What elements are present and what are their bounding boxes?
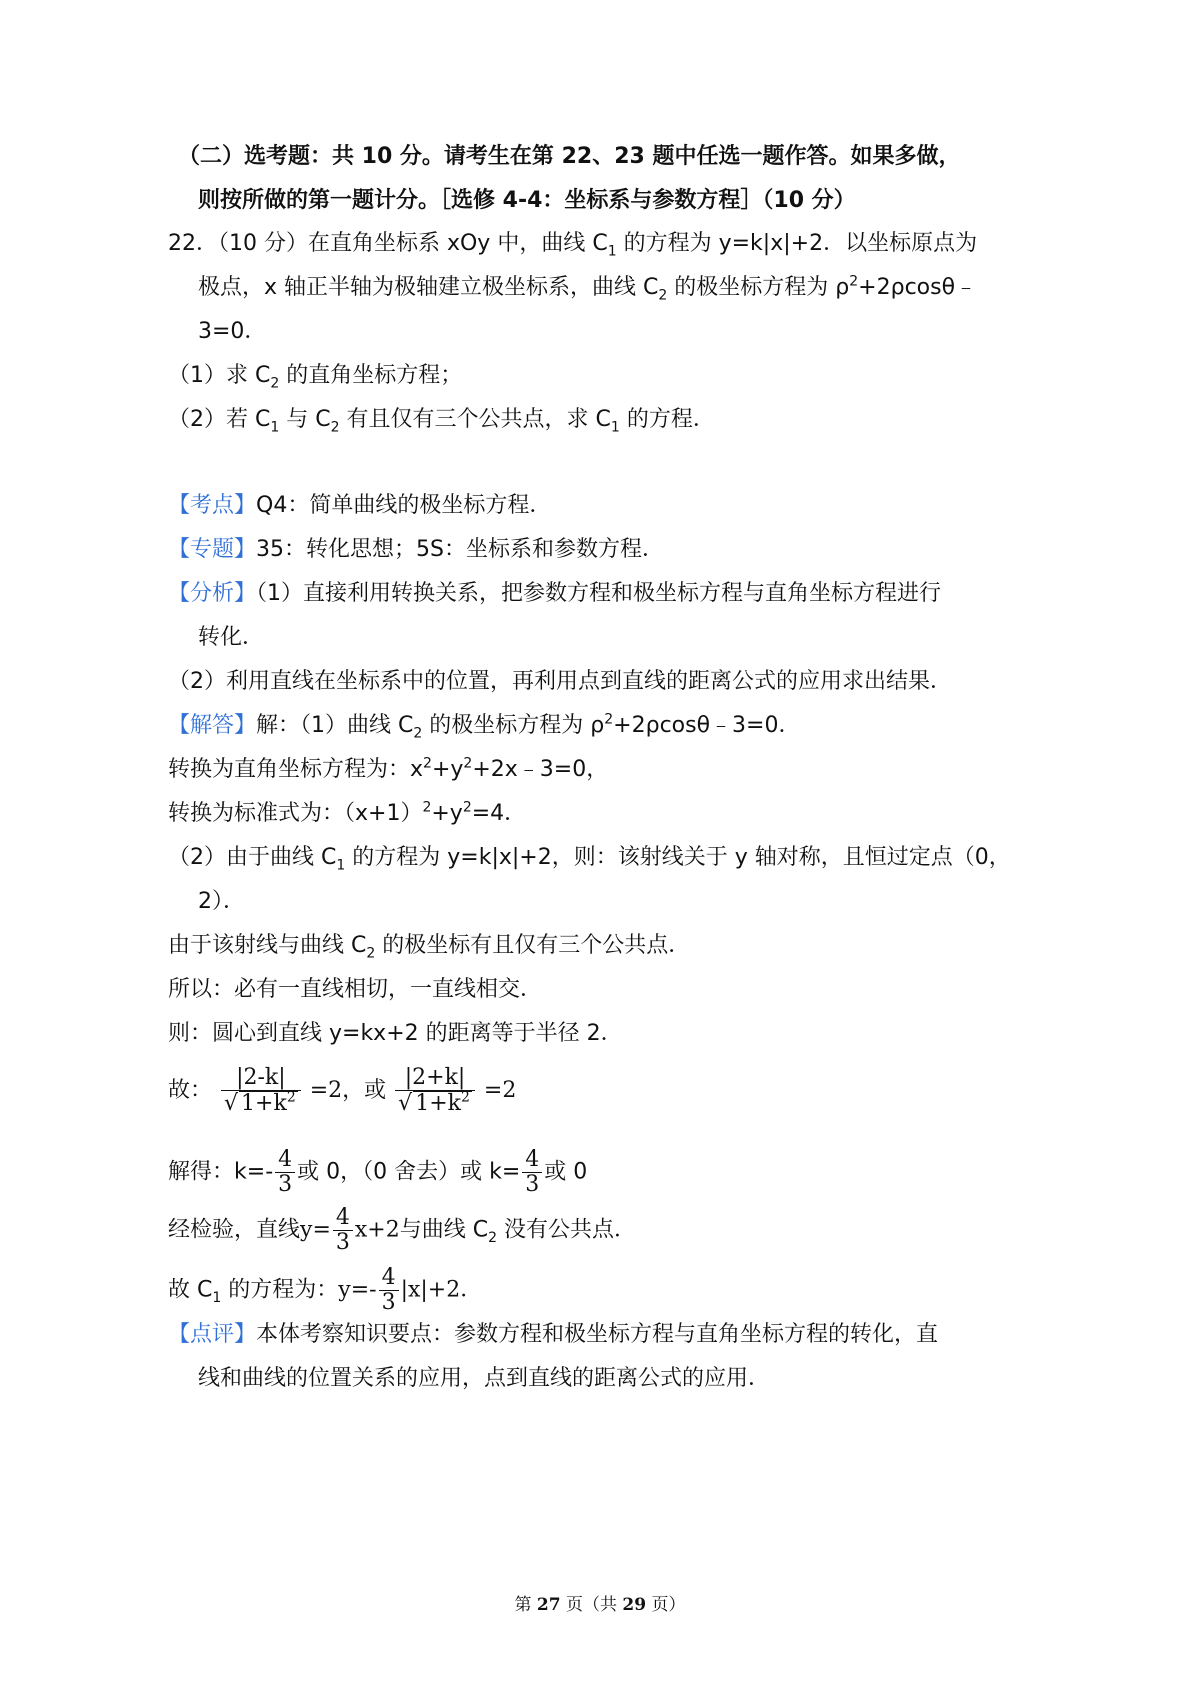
jieda-line-8: 则：圆心到直线 y=kx+2 的距离等于半径 2． — [168, 1021, 623, 1046]
subscript: 2 — [366, 945, 376, 962]
jieda-tag: 【解答】 — [168, 713, 257, 738]
text: 解：（1）曲线 C — [256, 713, 414, 738]
text: =2，或 — [309, 1078, 387, 1103]
fenxi-line-2: 转化． — [198, 625, 265, 650]
text: 由于该射线与曲线 C — [168, 933, 367, 958]
jieda-line-7: 所以：必有一直线相切，一直线相交． — [168, 977, 543, 1002]
question-1 — [168, 361, 462, 391]
superscript: 2 — [423, 755, 432, 772]
text: +2ρcosθ﹣ — [858, 275, 978, 300]
superscript: 2 — [604, 711, 614, 728]
page-number: 27 — [536, 1595, 561, 1615]
fraction-four-thirds — [379, 1266, 399, 1315]
text: 故 C — [168, 1277, 213, 1303]
text: 与曲线 C — [399, 1217, 489, 1243]
superscript: 2 — [422, 799, 432, 816]
subscript: 1 — [336, 857, 346, 874]
superscript: 2 — [463, 755, 473, 772]
text: 的极坐标有且仅有三个公共点． — [375, 933, 691, 958]
jieda-line-6 — [168, 931, 690, 961]
fraction-four-thirds — [522, 1148, 542, 1197]
dianping-tag: 【点评】 — [168, 1322, 257, 1347]
fraction-four-thirds — [275, 1148, 295, 1197]
subscript: 2 — [658, 287, 668, 304]
fraction-denominator: √ $1+k^2$ — [395, 1090, 475, 1116]
superscript: 2 — [460, 1089, 470, 1106]
fraction-numerator: 4 — [381, 1265, 396, 1290]
text: 解得：k= — [168, 1159, 266, 1185]
section-heading-line-2: 则按所做的第一题计分。［选修 4-4：坐标系与参数方程］（10 分） — [198, 188, 856, 213]
text: Q4：简单曲线的极坐标方程． — [256, 493, 552, 518]
text: 页） — [646, 1595, 686, 1615]
text: 转换为直角坐标方程为：x — [168, 757, 424, 782]
text: ． — [460, 1277, 483, 1303]
sqrt-radicand — [239, 1091, 298, 1116]
fraction-1 — [221, 1066, 301, 1116]
text: 1+k — [415, 1091, 461, 1116]
question-2 — [168, 405, 715, 435]
text: =2 — [483, 1078, 517, 1103]
fraction-denominator: √ $1+k^2$ — [221, 1090, 301, 1116]
superscript: 2 — [462, 799, 472, 816]
solution-line — [168, 1148, 587, 1197]
fraction-denominator: 3 — [333, 1230, 353, 1255]
text: +y — [431, 801, 463, 826]
dianping-line-2: 线和曲线的位置关系的应用，点到直线的距离公式的应用． — [198, 1366, 771, 1391]
total-pages: 29 — [622, 1595, 647, 1615]
text: 有且仅有三个公共点，求 C — [339, 407, 611, 432]
fraction-denominator: 3 — [379, 1290, 399, 1315]
subscript: 2 — [270, 375, 280, 392]
fenxi-tag: 【分析】 — [168, 581, 257, 606]
subscript: 1 — [607, 243, 617, 260]
text: 的极坐标方程为 ρ — [422, 713, 605, 738]
text: 的极坐标方程为 ρ — [667, 275, 850, 300]
superscript: 2 — [849, 273, 859, 290]
subscript: 2 — [330, 419, 340, 436]
fraction-numerator: |2+k| — [404, 1065, 466, 1090]
subscript: 2 — [413, 725, 423, 742]
text: 的方程为： — [221, 1277, 339, 1303]
text: +y — [431, 757, 464, 782]
jieda-line-5: 2）． — [198, 889, 245, 914]
sqrt-radicand — [413, 1091, 472, 1116]
jieda-line-4 — [168, 843, 1011, 873]
kaodian-tag: 【考点】 — [168, 493, 257, 518]
text: （2）若 C — [168, 407, 271, 432]
text: （2）由于曲线 C — [168, 845, 337, 870]
text: 22．（10 分）在直角坐标系 xOy 中，曲线 C — [168, 231, 608, 256]
text: 1+k — [241, 1091, 287, 1116]
text: 故： — [168, 1078, 213, 1103]
text: 经检验，直线 — [168, 1217, 301, 1243]
fenxi-line-1 — [168, 579, 941, 609]
jieda-line-3 — [168, 799, 526, 829]
subscript: 1 — [610, 419, 620, 436]
subscript: 2 — [488, 1229, 498, 1246]
text: 第 — [514, 1595, 537, 1615]
jieda-line-2 — [168, 755, 608, 785]
text: x+2 — [354, 1217, 400, 1243]
text: 没有公共点． — [497, 1217, 637, 1243]
text: 本体考察知识要点：参数方程和极坐标方程与直角坐标方程的转化，直 — [256, 1322, 939, 1347]
zhuanti-line — [168, 535, 664, 565]
text: 35：转化思想；5S：坐标系和参数方程． — [256, 537, 664, 562]
text: 页（共 — [560, 1595, 623, 1615]
final-answer-line — [168, 1266, 482, 1315]
text: =4． — [471, 801, 527, 826]
dianping-line-1 — [168, 1320, 938, 1350]
minus-sign: - — [265, 1159, 274, 1185]
text: y= — [300, 1217, 331, 1243]
text: |x|+2 — [400, 1277, 461, 1303]
fraction-2 — [395, 1066, 475, 1116]
jieda-line-1 — [168, 711, 800, 741]
fraction-numerator: |2-k| — [236, 1065, 286, 1090]
text: 转换为标准式为：（x+1） — [168, 801, 423, 826]
text: 极点，x 轴正半轴为极轴建立极坐标系，曲线 C — [198, 275, 659, 300]
fraction-denominator: 3 — [275, 1172, 295, 1197]
text: 或 0 — [544, 1159, 588, 1185]
text: 与 C — [279, 407, 331, 432]
problem-line-1 — [168, 229, 977, 259]
problem-line-2 — [198, 273, 977, 303]
text: 的方程． — [619, 407, 715, 432]
text: 或 0，（0 舍去）或 k= — [297, 1159, 521, 1185]
fraction-numerator: 4 — [335, 1205, 350, 1230]
text: +2x﹣3=0， — [472, 757, 609, 782]
subscript: 1 — [212, 1289, 222, 1306]
problem-line-3: 3=0． — [198, 319, 267, 344]
superscript: 2 — [286, 1089, 296, 1106]
distance-equation-line — [168, 1066, 516, 1116]
text: 的方程为 y=k|x|+2，则：该射线关于 y 轴对称，且恒过定点（0， — [345, 845, 1011, 870]
zhuanti-tag: 【专题】 — [168, 537, 257, 562]
text: +2ρcosθ﹣3=0． — [613, 713, 801, 738]
text: 的直角坐标方程； — [279, 363, 463, 388]
section-heading-line-1: （二）选考题：共 10 分。请考生在第 22、23 题中任选一题作答。如果多做， — [178, 144, 961, 169]
text: 的方程为 y=k|x|+2．以坐标原点为 — [616, 231, 978, 256]
kaodian-line — [168, 491, 551, 521]
text: （1）直接利用转换关系，把参数方程和极坐标方程与直角坐标方程进行 — [256, 581, 942, 606]
fraction-numerator: 4 — [525, 1147, 540, 1172]
subscript: 1 — [270, 419, 280, 436]
text: y=- — [338, 1277, 377, 1303]
fraction-denominator: 3 — [522, 1172, 542, 1197]
page-footer — [0, 1590, 1200, 1615]
fraction-numerator: 4 — [278, 1147, 293, 1172]
text: （1）求 C — [168, 363, 271, 388]
check-line — [168, 1206, 636, 1255]
fraction-four-thirds — [333, 1206, 353, 1255]
fenxi-line-3: （2）利用直线在坐标系中的位置，再利用点到直线的距离公式的应用求出结果． — [168, 669, 952, 694]
